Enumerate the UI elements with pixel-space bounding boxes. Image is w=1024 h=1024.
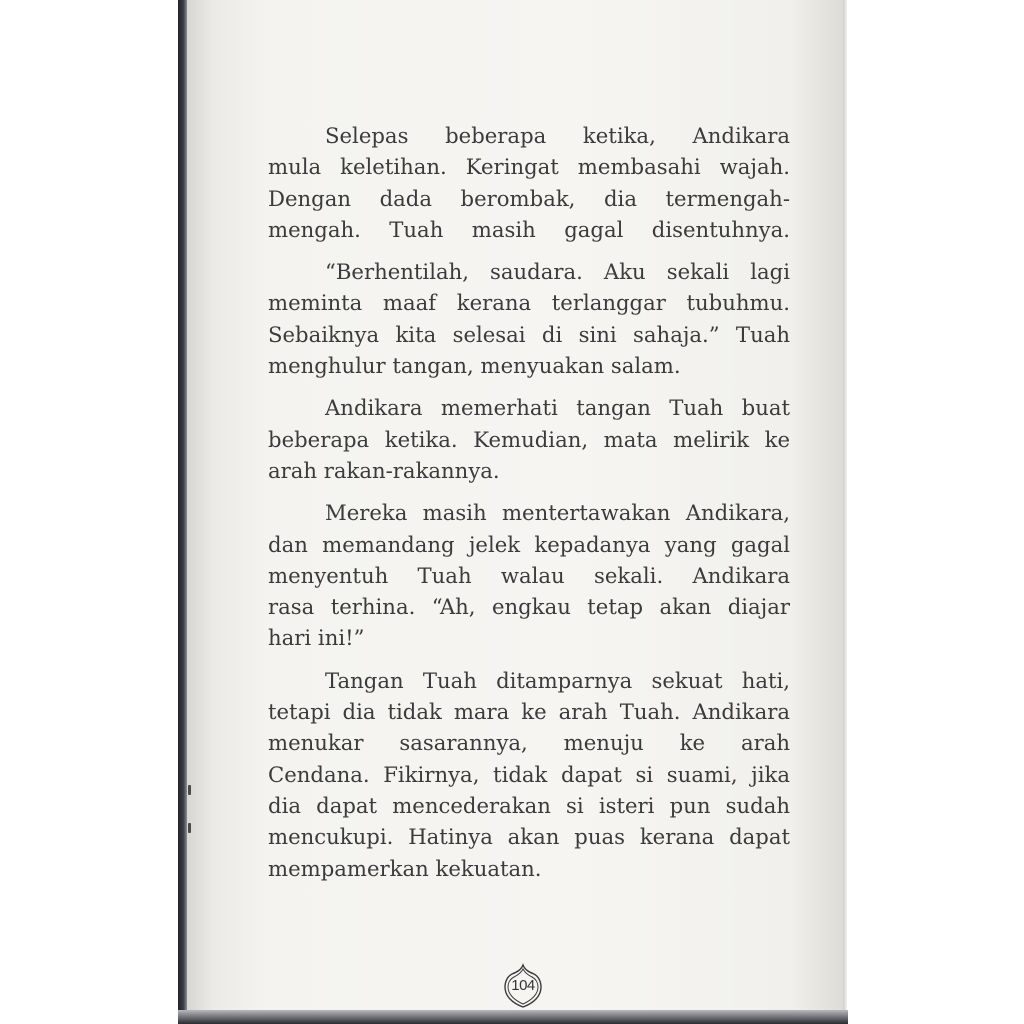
text-line: beberapa ketika. Kemudian, mata melirik ke [268,426,790,452]
text-line: mula keletihan. Keringat membasahi wajah. [268,154,790,180]
text-line: Mereka masih mentertawakan Andikara, [325,500,790,526]
text-line: Dengan dada berombak, dia termengah- [268,185,790,211]
page-edge [843,0,847,1012]
book-spine [178,0,187,1024]
text-line: Andikara memerhati tangan Tuah buat [325,395,790,421]
text-line: menukar sasarannya, menuju ke arah [268,730,790,756]
paragraph-2 [268,256,790,381]
text-line: mengah. Tuah masih gagal disentuhnya. [268,216,790,242]
text-line: dan memandang jelek kepadanya yang gagal [268,531,790,557]
page-number-ornament [503,963,543,1009]
text-line: menghulur tangan, menyuakan salam. [268,353,681,379]
text-line: “Berhentilah, saudara. Aku sekali lagi [325,259,790,285]
text-line: Selepas beberapa ketika, Andikara [325,123,790,148]
text-line: rasa terhina. “Ah, engkau tetap akan diajar [268,594,790,620]
text-line: hari ini!” [268,625,365,651]
text-line: mempamerkan kekuatan. [268,855,542,881]
margin-mark [188,823,191,833]
paragraph-3 [268,392,790,486]
paragraph-1 [268,120,790,245]
page-number: 104 [511,977,535,994]
book-bottom-edge [178,1010,848,1024]
text-line: Cendana. Fikirnya, tidak dapat si suami, jika [268,761,790,787]
text-line: Tangan Tuah ditamparnya sekuat hati, [325,667,790,693]
text-line: menyentuh Tuah walau sekali. Andikara [268,562,790,588]
text-line: mencukupi. Hatinya akan puas kerana dapat [268,824,790,850]
text-line: meminta maaf kerana terlanggar tubuhmu. [268,290,790,316]
body-text [268,120,790,895]
margin-mark [188,785,191,795]
text-line: arah rakan-rakannya. [268,457,500,483]
paragraph-5 [268,665,790,884]
text-line: dia dapat mencederakan si isteri pun sudah [268,792,790,818]
text-line: tetapi dia tidak mara ke arah Tuah. Andikara [268,699,790,725]
text-line: Sebaiknya kita selesai di sini sahaja.” Tuah [268,321,790,347]
paragraph-4 [268,497,790,653]
